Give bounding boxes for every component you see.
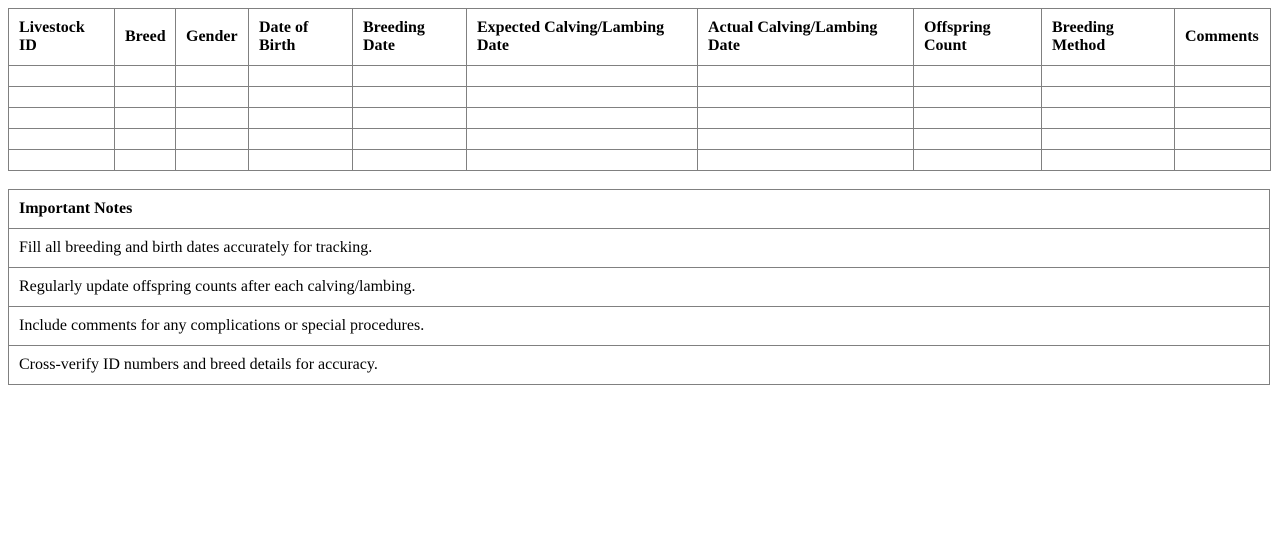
page (8, 8, 1270, 385)
important-notes-table (8, 189, 1270, 385)
note-item: Regularly update offspring counts after each calving/lambing. (9, 268, 1270, 307)
table-cell[interactable] (115, 150, 176, 171)
table-row (9, 150, 1271, 171)
table-cell[interactable] (353, 108, 467, 129)
table-cell[interactable] (249, 108, 353, 129)
table-cell[interactable] (176, 129, 249, 150)
table-cell[interactable] (1042, 129, 1175, 150)
table-row (9, 129, 1271, 150)
table-cell[interactable] (249, 87, 353, 108)
notes-heading-row (9, 190, 1270, 229)
table-cell[interactable] (467, 150, 698, 171)
table-cell[interactable] (914, 66, 1042, 87)
table-cell[interactable] (176, 87, 249, 108)
table-cell[interactable] (115, 87, 176, 108)
table-cell[interactable] (1042, 150, 1175, 171)
table-cell[interactable] (176, 66, 249, 87)
table-cell[interactable] (467, 129, 698, 150)
table-cell[interactable] (9, 129, 115, 150)
table-cell[interactable] (115, 66, 176, 87)
table-row (9, 87, 1271, 108)
table-cell[interactable] (176, 108, 249, 129)
table-row (9, 66, 1271, 87)
table-cell[interactable] (698, 66, 914, 87)
table-cell[interactable] (353, 66, 467, 87)
table-cell[interactable] (115, 129, 176, 150)
header-breed: Breed (115, 9, 176, 66)
table-cell[interactable] (249, 66, 353, 87)
table-cell[interactable] (249, 150, 353, 171)
note-item: Cross-verify ID numbers and breed details for accuracy. (9, 346, 1270, 385)
breeding-log-table (8, 8, 1271, 171)
table-cell[interactable] (467, 87, 698, 108)
header-offspring-count: Offspring Count (914, 9, 1042, 66)
table-cell[interactable] (467, 66, 698, 87)
table-cell[interactable] (9, 66, 115, 87)
table-cell[interactable] (353, 87, 467, 108)
note-item: Fill all breeding and birth dates accurately for tracking. (9, 229, 1270, 268)
table-cell[interactable] (1042, 66, 1175, 87)
table-cell[interactable] (698, 108, 914, 129)
header-date-of-birth: Date of Birth (249, 9, 353, 66)
notes-heading: Important Notes (9, 190, 1270, 229)
table-cell[interactable] (1175, 129, 1271, 150)
table-cell[interactable] (1042, 87, 1175, 108)
header-breeding-method: Breeding Method (1042, 9, 1175, 66)
table-cell[interactable] (115, 108, 176, 129)
table-cell[interactable] (353, 150, 467, 171)
table-cell[interactable] (9, 87, 115, 108)
note-row (9, 346, 1270, 385)
header-actual-calving-date: Actual Calving/Lambing Date (698, 9, 914, 66)
header-breeding-date: Breeding Date (353, 9, 467, 66)
table-cell[interactable] (914, 87, 1042, 108)
table-cell[interactable] (1042, 108, 1175, 129)
table-cell[interactable] (9, 150, 115, 171)
table-cell[interactable] (914, 108, 1042, 129)
table-cell[interactable] (1175, 108, 1271, 129)
table-cell[interactable] (249, 129, 353, 150)
table-cell[interactable] (353, 129, 467, 150)
header-livestock-id: Livestock ID (9, 9, 115, 66)
table-cell[interactable] (1175, 150, 1271, 171)
table-cell[interactable] (914, 129, 1042, 150)
table-cell[interactable] (176, 150, 249, 171)
header-gender: Gender (176, 9, 249, 66)
header-comments: Comments (1175, 9, 1271, 66)
header-row (9, 9, 1271, 66)
note-row (9, 229, 1270, 268)
note-row (9, 268, 1270, 307)
table-cell[interactable] (1175, 66, 1271, 87)
table-cell[interactable] (914, 150, 1042, 171)
table-cell[interactable] (1175, 87, 1271, 108)
table-cell[interactable] (467, 108, 698, 129)
table-cell[interactable] (9, 108, 115, 129)
table-cell[interactable] (698, 129, 914, 150)
table-cell[interactable] (698, 87, 914, 108)
header-expected-calving-date: Expected Calving/Lambing Date (467, 9, 698, 66)
table-row (9, 108, 1271, 129)
note-item: Include comments for any complications or special procedures. (9, 307, 1270, 346)
note-row (9, 307, 1270, 346)
table-cell[interactable] (698, 150, 914, 171)
